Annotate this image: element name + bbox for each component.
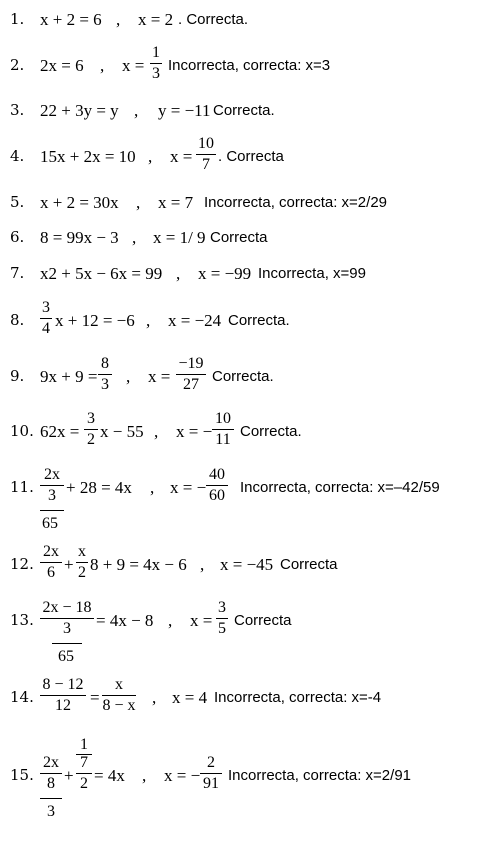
equation: 8 + 9 = 4x − 6: [90, 555, 187, 574]
fraction: x 8 − x: [102, 676, 136, 714]
solution: x = 7: [158, 193, 194, 212]
solution: x = −99: [198, 264, 252, 283]
solution: x = −45: [220, 555, 274, 574]
fraction: 10 7: [198, 135, 214, 173]
solution: x = 1/ 9: [153, 228, 206, 247]
list-item: [0, 676, 492, 714]
separator: ,: [176, 264, 181, 283]
solution-lhs: x =: [170, 147, 193, 166]
list-item: [0, 228, 492, 247]
equation: 15x + 2x = 10: [40, 147, 136, 166]
list-item: [0, 410, 492, 448]
separator: ,: [168, 611, 173, 630]
list-item: [0, 264, 492, 283]
fraction: 8 3: [98, 356, 112, 393]
fraction: 40 60: [206, 467, 228, 504]
list-item: [0, 101, 492, 120]
fraction: 2x 8: [40, 755, 62, 792]
separator: ,: [200, 555, 205, 574]
fraction: 2x 6: [40, 544, 62, 581]
denominator: 65: [58, 648, 74, 665]
solution-lhs: x = −: [170, 478, 207, 497]
list-item: [0, 736, 492, 820]
denominator: 3: [47, 803, 55, 820]
fraction: x 2: [78, 543, 86, 581]
item-number: 10.: [10, 422, 34, 440]
item-number: 8.: [10, 311, 25, 329]
item-number: 4.: [10, 147, 25, 165]
fraction: 7 2: [76, 755, 92, 792]
item-number: 2.: [10, 56, 25, 74]
separator: ,: [142, 766, 147, 785]
equation: = 4x − 8: [96, 611, 154, 630]
item-number: 3.: [10, 101, 25, 119]
separator: ,: [132, 228, 137, 247]
verdict: Incorrecta, x=99: [258, 265, 366, 282]
equation: 8 = 99x − 3: [40, 228, 119, 247]
item-number: 12.: [10, 555, 34, 573]
equation: 22 + 3y = y: [40, 101, 119, 120]
verdict: Correcta: [280, 556, 338, 573]
verdict: Correcta.: [240, 423, 302, 440]
denominator: 65: [42, 515, 58, 532]
equation: x + 2 = 6: [40, 10, 102, 29]
solution: x = −24: [168, 311, 222, 330]
solution: x = 2: [138, 10, 174, 29]
fraction: 3 4: [42, 299, 50, 337]
separator: ,: [150, 478, 155, 497]
separator: ,: [136, 193, 141, 212]
item-number: 6.: [10, 228, 25, 246]
equation-rhs: x − 55: [100, 422, 144, 441]
verdict: Correcta: [234, 612, 292, 629]
verdict: Correcta.: [212, 368, 274, 385]
list-item: [0, 599, 492, 665]
fraction: 1 3: [152, 44, 160, 82]
separator: ,: [126, 367, 131, 386]
fraction: 2 91: [200, 755, 222, 792]
separator: ,: [146, 311, 151, 330]
verdict: Correcta: [210, 229, 268, 246]
separator: ,: [134, 101, 139, 120]
fraction-bar: [40, 798, 62, 799]
equation: + 28 = 4x: [66, 478, 132, 497]
separator: ,: [152, 688, 157, 707]
solution-lhs: x =: [122, 56, 145, 75]
numerator: 1: [80, 736, 88, 753]
item-number: 7.: [10, 264, 25, 282]
verdict: Correcta.: [228, 312, 290, 329]
list-item: [0, 355, 492, 393]
equation: 9x + 9 =: [40, 367, 98, 386]
separator: ,: [148, 147, 153, 166]
list-item: [0, 466, 492, 532]
list-item: [0, 193, 492, 212]
solution-lhs: x =: [148, 367, 171, 386]
item-number: 5.: [10, 193, 25, 211]
item-number: 13.: [10, 611, 34, 629]
solution: y = −11: [158, 101, 211, 120]
list-item: [0, 44, 492, 82]
fraction: −19 27: [176, 356, 206, 393]
verdict: Incorrecta, correcta: x=2/91: [228, 767, 412, 784]
item-number: 1.: [10, 10, 25, 28]
fraction: 3 2: [84, 411, 98, 448]
solution: x = 4: [172, 688, 208, 707]
verdict: . Correcta.: [178, 11, 249, 28]
fraction-bar: [40, 510, 64, 511]
verdict: Incorrecta, correcta: x=-4: [214, 689, 382, 706]
solution-lhs: x = −: [176, 422, 213, 441]
verdict: Incorrecta, correcta: x=2/29: [204, 194, 388, 211]
verdict: Incorrecta, correcta: x=3: [168, 57, 331, 74]
equation: = 4x: [94, 766, 125, 785]
fraction-bar: [52, 643, 82, 644]
verdict: Incorrecta, correcta: x=–42/59: [240, 479, 440, 496]
plus: +: [64, 555, 74, 574]
verdict: . Correcta: [218, 148, 284, 165]
fraction: 3 5: [218, 599, 226, 637]
verdict: Correcta.: [213, 102, 275, 119]
item-number: 15.: [10, 766, 34, 784]
separator: ,: [100, 56, 105, 75]
equation: x + 2 = 30x: [40, 193, 119, 212]
list-item: [0, 10, 492, 29]
fraction: 10 11: [212, 411, 234, 448]
solution-lhs: x = −: [164, 766, 201, 785]
fraction: 2x − 18 3: [40, 600, 94, 637]
list-item: [0, 299, 492, 337]
fraction: 2x 3: [40, 467, 64, 504]
solution-lhs: x =: [190, 611, 213, 630]
item-number: 9.: [10, 367, 25, 385]
equation: 2x = 6: [40, 56, 84, 75]
fraction: 8 − 12 12: [40, 677, 86, 714]
equation-lhs: 62x =: [40, 422, 80, 441]
separator: ,: [116, 10, 121, 29]
plus: +: [64, 766, 74, 785]
separator: ,: [154, 422, 159, 441]
equation: x + 12 = −6: [55, 311, 135, 330]
list-item: [0, 543, 492, 581]
equation: x2 + 5x − 6x = 99: [40, 264, 163, 283]
item-number: 11.: [10, 478, 34, 496]
item-number: 14.: [10, 688, 34, 706]
equals: =: [90, 688, 100, 707]
list-item: [0, 135, 492, 173]
